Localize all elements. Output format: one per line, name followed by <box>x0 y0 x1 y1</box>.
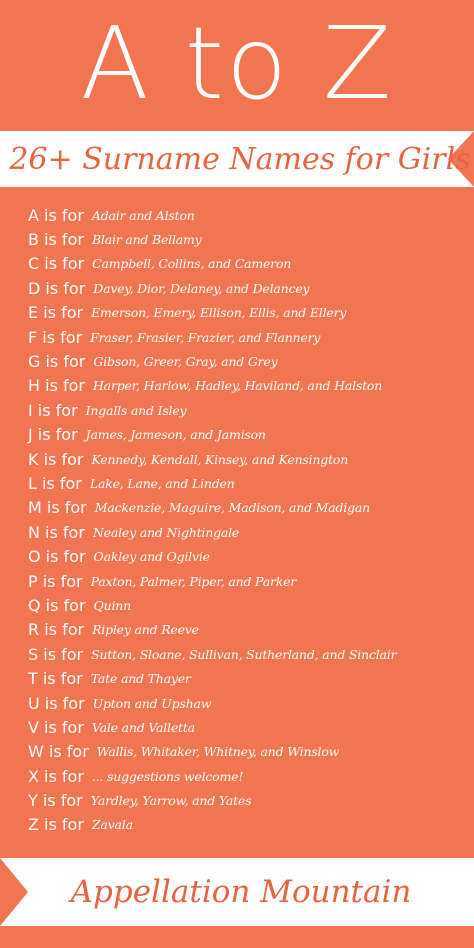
surname-names: Adair and Alston <box>91 207 195 223</box>
surname-names: Zavala <box>91 817 133 833</box>
list-item <box>28 788 468 812</box>
list-item <box>28 252 468 276</box>
list-item <box>28 423 468 447</box>
surname-names: Oakley and Ogilvie <box>93 549 210 565</box>
surname-names: Mackenzie, Maguire, Madison, and Madigan <box>94 500 371 516</box>
list-item <box>28 227 468 251</box>
letter-label: G is for <box>28 352 86 372</box>
list-item <box>28 471 468 495</box>
surname-names: Nealey and Nightingale <box>92 524 240 540</box>
letter-label: P is for <box>28 571 83 591</box>
list-item <box>28 569 468 593</box>
surname-names: Ingalls and Isley <box>85 402 187 418</box>
footer-banner <box>0 858 474 926</box>
letter-label: H is for <box>28 376 85 396</box>
list-item <box>28 398 468 422</box>
letter-label: O is for <box>28 547 86 567</box>
letter-label: C is for <box>28 254 85 274</box>
list-item <box>28 374 468 398</box>
list-item <box>28 764 468 788</box>
list-item <box>28 618 468 642</box>
surname-names: Davey, Dior, Delaney, and Delancey <box>93 280 310 296</box>
letter-label: Q is for <box>28 595 86 615</box>
surname-names: Yardley, Yarrow, and Yates <box>90 793 252 809</box>
letter-label: A is for <box>28 205 84 225</box>
surname-names: Blair and Bellamy <box>91 232 202 248</box>
surname-names: Emerson, Emery, Ellison, Ellis, and Ellery <box>91 305 347 321</box>
letter-label: B is for <box>28 230 84 250</box>
surname-names: Lake, Lane, and Linden <box>89 475 235 491</box>
list-item <box>28 740 468 764</box>
list-item <box>28 520 468 544</box>
subtitle-banner <box>0 131 474 187</box>
list-item <box>28 691 468 715</box>
list-item <box>28 276 468 300</box>
list-item <box>28 813 468 837</box>
letter-label: Z is for <box>28 815 84 835</box>
surname-names: Sutton, Sloane, Sullivan, Sutherland, and Sinclair <box>91 646 397 662</box>
surname-names: Harper, Harlow, Hadley, Haviland, and Halston <box>92 378 383 394</box>
page-title: A to Z <box>80 5 394 122</box>
surname-names: Kennedy, Kendall, Kinsey, and Kensington <box>91 451 349 467</box>
list-item <box>28 301 468 325</box>
letter-label: I is for <box>28 400 78 420</box>
surname-names: Wallis, Whitaker, Whitney, and Winslow <box>96 744 340 760</box>
list-item <box>28 715 468 739</box>
letter-label: U is for <box>28 693 85 713</box>
list-item <box>28 642 468 666</box>
list-item <box>28 496 468 520</box>
surname-names: ... suggestions welcome! <box>91 768 244 784</box>
letter-label: V is for <box>28 717 84 737</box>
letter-label: S is for <box>28 644 84 664</box>
letter-label: K is for <box>28 449 84 469</box>
letter-label: J is for <box>28 425 78 445</box>
surname-names: Quinn <box>93 597 131 613</box>
letter-label: D is for <box>28 278 86 298</box>
letter-label: L is for <box>28 473 82 493</box>
letter-label: Y is for <box>28 791 83 811</box>
footer-brand: Appellation Mountain <box>70 874 412 910</box>
subtitle: 26+ Surname Names for Girls <box>9 141 471 177</box>
surname-names: Fraser, Frasier, Frazier, and Flannery <box>90 329 321 345</box>
letter-label: N is for <box>28 522 85 542</box>
name-list <box>28 203 468 837</box>
letter-label: R is for <box>28 620 85 640</box>
list-item <box>28 203 468 227</box>
surname-names: Paxton, Palmer, Piper, and Parker <box>90 573 297 589</box>
letter-label: X is for <box>28 766 84 786</box>
letter-label: T is for <box>28 669 83 689</box>
letter-label: E is for <box>28 303 84 323</box>
surname-names: Vale and Valletta <box>91 719 195 735</box>
list-item <box>28 666 468 690</box>
list-item <box>28 349 468 373</box>
letter-label: F is for <box>28 327 83 347</box>
surname-names: Gibson, Greer, Gray, and Grey <box>93 354 278 370</box>
list-item <box>28 544 468 568</box>
list-item <box>28 447 468 471</box>
surname-names: Tate and Thayer <box>90 671 191 687</box>
surname-names: Campbell, Collins, and Cameron <box>92 256 292 272</box>
surname-names: Upton and Upshaw <box>92 695 212 711</box>
list-item <box>28 325 468 349</box>
surname-names: Ripley and Reeve <box>92 622 199 638</box>
list-item <box>28 593 468 617</box>
surname-names: James, Jameson, and Jamison <box>85 427 266 443</box>
letter-label: W is for <box>28 742 89 762</box>
letter-label: M is for <box>28 498 87 518</box>
